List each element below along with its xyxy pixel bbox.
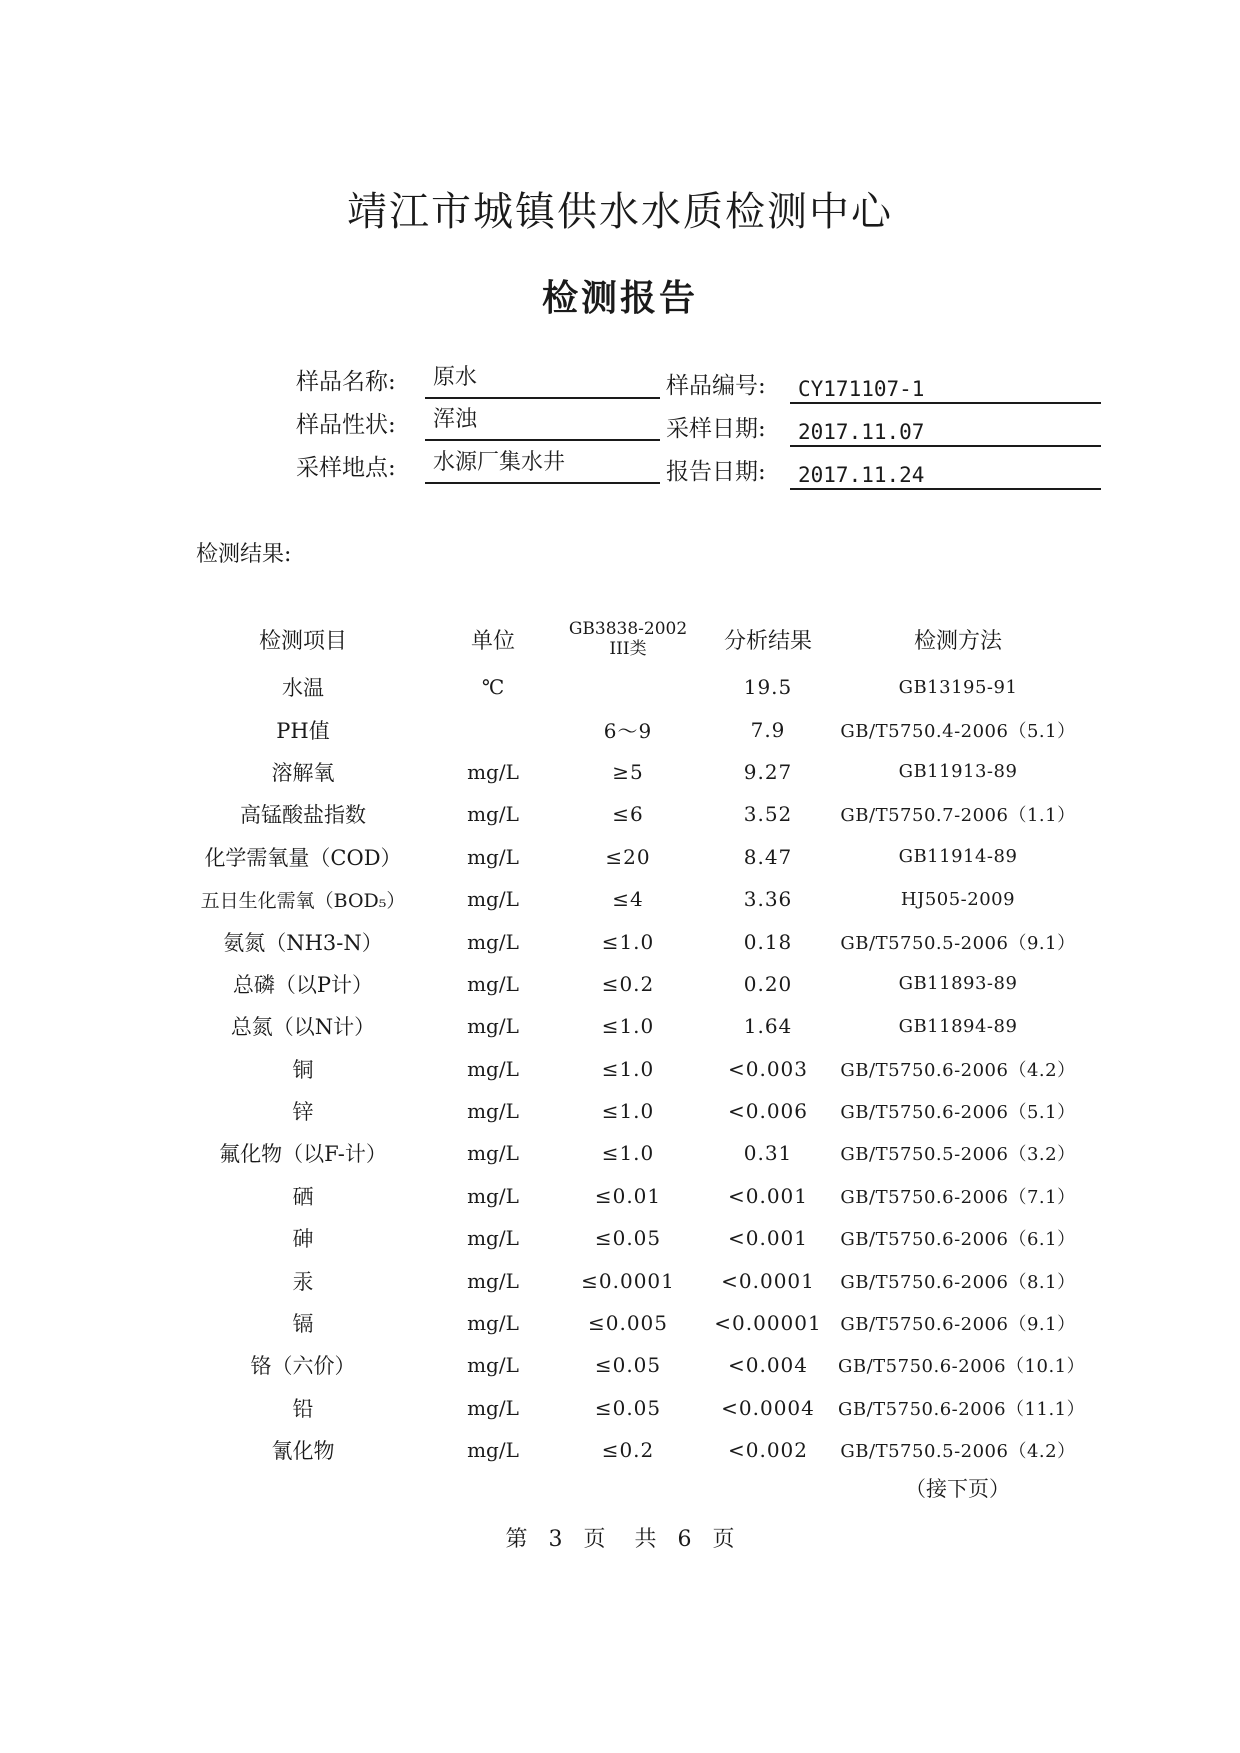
cell-item: 总磷（以P计）: [232, 972, 374, 997]
cell-item: 砷: [292, 1227, 314, 1252]
column-header-method: 检测方法: [913, 628, 1002, 654]
cell-standard: ≤0.01: [594, 1183, 662, 1208]
cell-unit: mg/L: [467, 802, 519, 827]
table-row: [178, 1175, 1078, 1217]
cell-unit: mg/L: [467, 929, 519, 954]
results-header-row: [178, 612, 1078, 666]
cell-unit: mg/L: [467, 1141, 519, 1166]
cell-unit: mg/L: [467, 759, 519, 784]
cell-method: GB/T5750.6-2006（8.1）: [840, 1271, 1076, 1293]
cell-standard: ≤0.05: [594, 1395, 662, 1420]
cell-unit: mg/L: [467, 1353, 519, 1378]
cell-item: 水温: [282, 676, 324, 701]
table-row: [178, 963, 1078, 1005]
cell-item: 硒: [292, 1184, 314, 1209]
table-row: [178, 1259, 1078, 1301]
cell-unit: mg/L: [467, 887, 519, 912]
cell-method: GB/T5750.4-2006（5.1）: [840, 720, 1076, 742]
cell-standard: ≤1.0: [601, 1099, 655, 1124]
table-row: [178, 793, 1078, 835]
cell-standard: ≤4: [612, 887, 644, 912]
cell-result: <0.00001: [714, 1311, 822, 1336]
cell-item: 铅: [292, 1396, 314, 1421]
sampling-location-label: 采样地点:: [296, 455, 396, 481]
cell-result: 19.5: [743, 675, 793, 700]
cell-item: 溶解氧: [271, 760, 335, 785]
table-row: [178, 1387, 1078, 1429]
cell-standard: ≤0.005: [587, 1311, 668, 1336]
cell-item: 氰化物: [271, 1439, 335, 1464]
cell-item: 氨氮（NH3-N）: [223, 930, 383, 955]
sampling-date-value: 2017.11.07: [798, 420, 925, 444]
cell-item: 铬（六价）: [250, 1354, 356, 1379]
cell-method: GB/T5750.6-2006（6.1）: [840, 1229, 1076, 1251]
cell-standard: ≤0.2: [601, 971, 655, 996]
cell-item: 汞: [292, 1269, 314, 1294]
cell-standard: 6～9: [603, 719, 653, 744]
page-mid: 页 共: [583, 1527, 657, 1552]
cell-standard: ≤0.05: [594, 1353, 662, 1378]
report-date-field: [790, 460, 1101, 490]
cell-method: HJ505-2009: [900, 888, 1016, 910]
sample-property-value: 浑浊: [433, 407, 478, 432]
cell-item: 镉: [292, 1312, 314, 1337]
cell-result: 0.20: [743, 971, 793, 996]
sample-number-value: CY171107-1: [798, 377, 925, 401]
cell-result: 8.47: [743, 844, 793, 869]
sampling-location-field: [425, 450, 660, 484]
cell-unit: mg/L: [467, 971, 519, 996]
cell-method: GB/T5750.6-2006（4.2）: [840, 1059, 1076, 1081]
cell-item: 总氮（以N计）: [230, 1015, 376, 1040]
cell-method: GB/T5750.5-2006（3.2）: [840, 1144, 1076, 1166]
cell-result: <0.0004: [721, 1395, 815, 1420]
cell-item: 五日生化需氧（BOD₅）: [200, 889, 406, 912]
cell-result: 9.27: [743, 759, 793, 784]
results-section-label: 检测结果:: [196, 542, 292, 567]
sampling-date-field: [790, 417, 1101, 447]
sample-property-field: [425, 407, 660, 441]
cell-result: 3.36: [743, 887, 793, 912]
table-row: [178, 666, 1078, 708]
column-header-standard-line2: III类: [609, 639, 647, 659]
cell-item: 锌: [292, 1100, 314, 1125]
cell-method: GB13195-91: [898, 676, 1018, 698]
cell-unit: mg/L: [467, 1438, 519, 1463]
cell-unit: mg/L: [467, 1395, 519, 1420]
cell-result: 7.9: [750, 717, 786, 742]
cell-unit: mg/L: [467, 1099, 519, 1124]
cell-standard: ≤20: [605, 844, 651, 869]
sampling-location-value: 水源厂集水井: [433, 450, 566, 475]
sample-number-label: 样品编号:: [666, 373, 766, 399]
cell-unit: mg/L: [467, 1268, 519, 1293]
cell-method: GB11893-89: [898, 973, 1018, 995]
cell-method: GB/T5750.7-2006（1.1）: [840, 805, 1076, 827]
cell-standard: ≤1.0: [601, 929, 655, 954]
cell-method: GB/T5750.6-2006（7.1）: [840, 1186, 1076, 1208]
column-header-standard-line1: GB3838-2002: [568, 619, 688, 639]
cell-result: <0.003: [727, 1056, 808, 1081]
page-number: [0, 1522, 1240, 1553]
cell-result: 0.18: [743, 929, 793, 954]
cell-unit: mg/L: [467, 1056, 519, 1081]
table-row: [178, 751, 1078, 793]
cell-unit: mg/L: [467, 1014, 519, 1039]
cell-standard: ≤0.05: [594, 1226, 662, 1251]
cell-result: <0.0001: [721, 1268, 815, 1293]
report-title: 检测报告: [541, 277, 698, 319]
table-row: [178, 878, 1078, 920]
table-row: [178, 1344, 1078, 1386]
table-row: [178, 1048, 1078, 1090]
table-row: [178, 1090, 1078, 1132]
sample-name-label: 样品名称:: [296, 369, 396, 395]
cell-result: <0.004: [727, 1353, 808, 1378]
cell-item: 氟化物（以F-计）: [219, 1142, 387, 1167]
cell-method: GB/T5750.6-2006（11.1）: [838, 1398, 1086, 1420]
results-body: [178, 666, 1086, 1471]
table-row: [178, 1132, 1078, 1174]
cell-method: GB/T5750.5-2006（4.2）: [840, 1441, 1076, 1463]
cell-standard: ≥5: [612, 759, 644, 784]
sample-name-value: 原水: [433, 365, 478, 390]
cell-result: <0.001: [727, 1183, 808, 1208]
cell-unit: mg/L: [467, 844, 519, 869]
cell-method: GB11913-89: [898, 761, 1018, 783]
cell-unit: mg/L: [467, 1226, 519, 1251]
table-row: [178, 708, 1078, 750]
page-suffix: 页: [712, 1527, 735, 1552]
cell-item: 铜: [292, 1057, 314, 1082]
cell-unit: mg/L: [467, 1311, 519, 1336]
cell-standard: [558, 666, 698, 708]
cell-method: GB11894-89: [898, 1015, 1018, 1037]
table-row: [178, 836, 1078, 878]
cell-method: GB/T5750.6-2006（9.1）: [840, 1314, 1076, 1336]
report-date-label: 报告日期:: [666, 459, 766, 485]
cell-result: <0.001: [727, 1226, 808, 1251]
page-current: 3: [548, 1527, 563, 1552]
cell-standard: ≤1.0: [601, 1141, 655, 1166]
sample-property-label: 样品性状:: [296, 412, 396, 438]
cell-method: GB/T5750.6-2006（5.1）: [840, 1102, 1076, 1124]
cell-method: GB/T5750.6-2006（10.1）: [838, 1356, 1086, 1378]
report-date-value: 2017.11.24: [798, 463, 925, 487]
cell-method: GB11914-89: [898, 846, 1018, 868]
column-header-unit: 单位: [470, 628, 515, 654]
cell-result: 1.64: [743, 1014, 793, 1039]
cell-standard: ≤1.0: [601, 1014, 655, 1039]
sampling-date-label: 采样日期:: [666, 416, 766, 442]
table-row: [178, 1005, 1078, 1047]
cell-method: GB/T5750.5-2006（9.1）: [840, 932, 1076, 954]
table-row: [178, 920, 1078, 962]
column-header-item: 检测项目: [258, 628, 347, 654]
organization-title: 靖江市城镇供水水质检测中心: [347, 189, 893, 235]
results-table: [178, 612, 1086, 1471]
sample-name-field: [425, 365, 660, 399]
table-row: [178, 1429, 1078, 1471]
cell-standard: ≤0.2: [601, 1438, 655, 1463]
table-row: [178, 1217, 1078, 1259]
cell-item: 高锰酸盐指数: [240, 803, 366, 828]
page-prefix: 第: [505, 1527, 528, 1552]
cell-unit: [428, 708, 558, 750]
cell-item: 化学需氧量（COD）: [204, 845, 402, 870]
page-total: 6: [677, 1527, 692, 1552]
cell-unit: mg/L: [467, 1183, 519, 1208]
continued-note: （接下页）: [905, 1477, 1010, 1501]
cell-result: <0.002: [727, 1438, 808, 1463]
column-header-result: 分析结果: [723, 628, 812, 654]
cell-result: 3.52: [743, 802, 793, 827]
cell-standard: ≤0.0001: [581, 1268, 675, 1293]
cell-item: PH值: [276, 718, 330, 743]
cell-result: <0.006: [727, 1099, 808, 1124]
cell-standard: ≤6: [612, 802, 644, 827]
cell-unit: ℃: [481, 675, 505, 700]
column-header-standard: [558, 612, 698, 666]
cell-standard: ≤1.0: [601, 1056, 655, 1081]
cell-result: 0.31: [743, 1141, 793, 1166]
table-row: [178, 1302, 1078, 1344]
sample-number-field: [790, 374, 1101, 404]
